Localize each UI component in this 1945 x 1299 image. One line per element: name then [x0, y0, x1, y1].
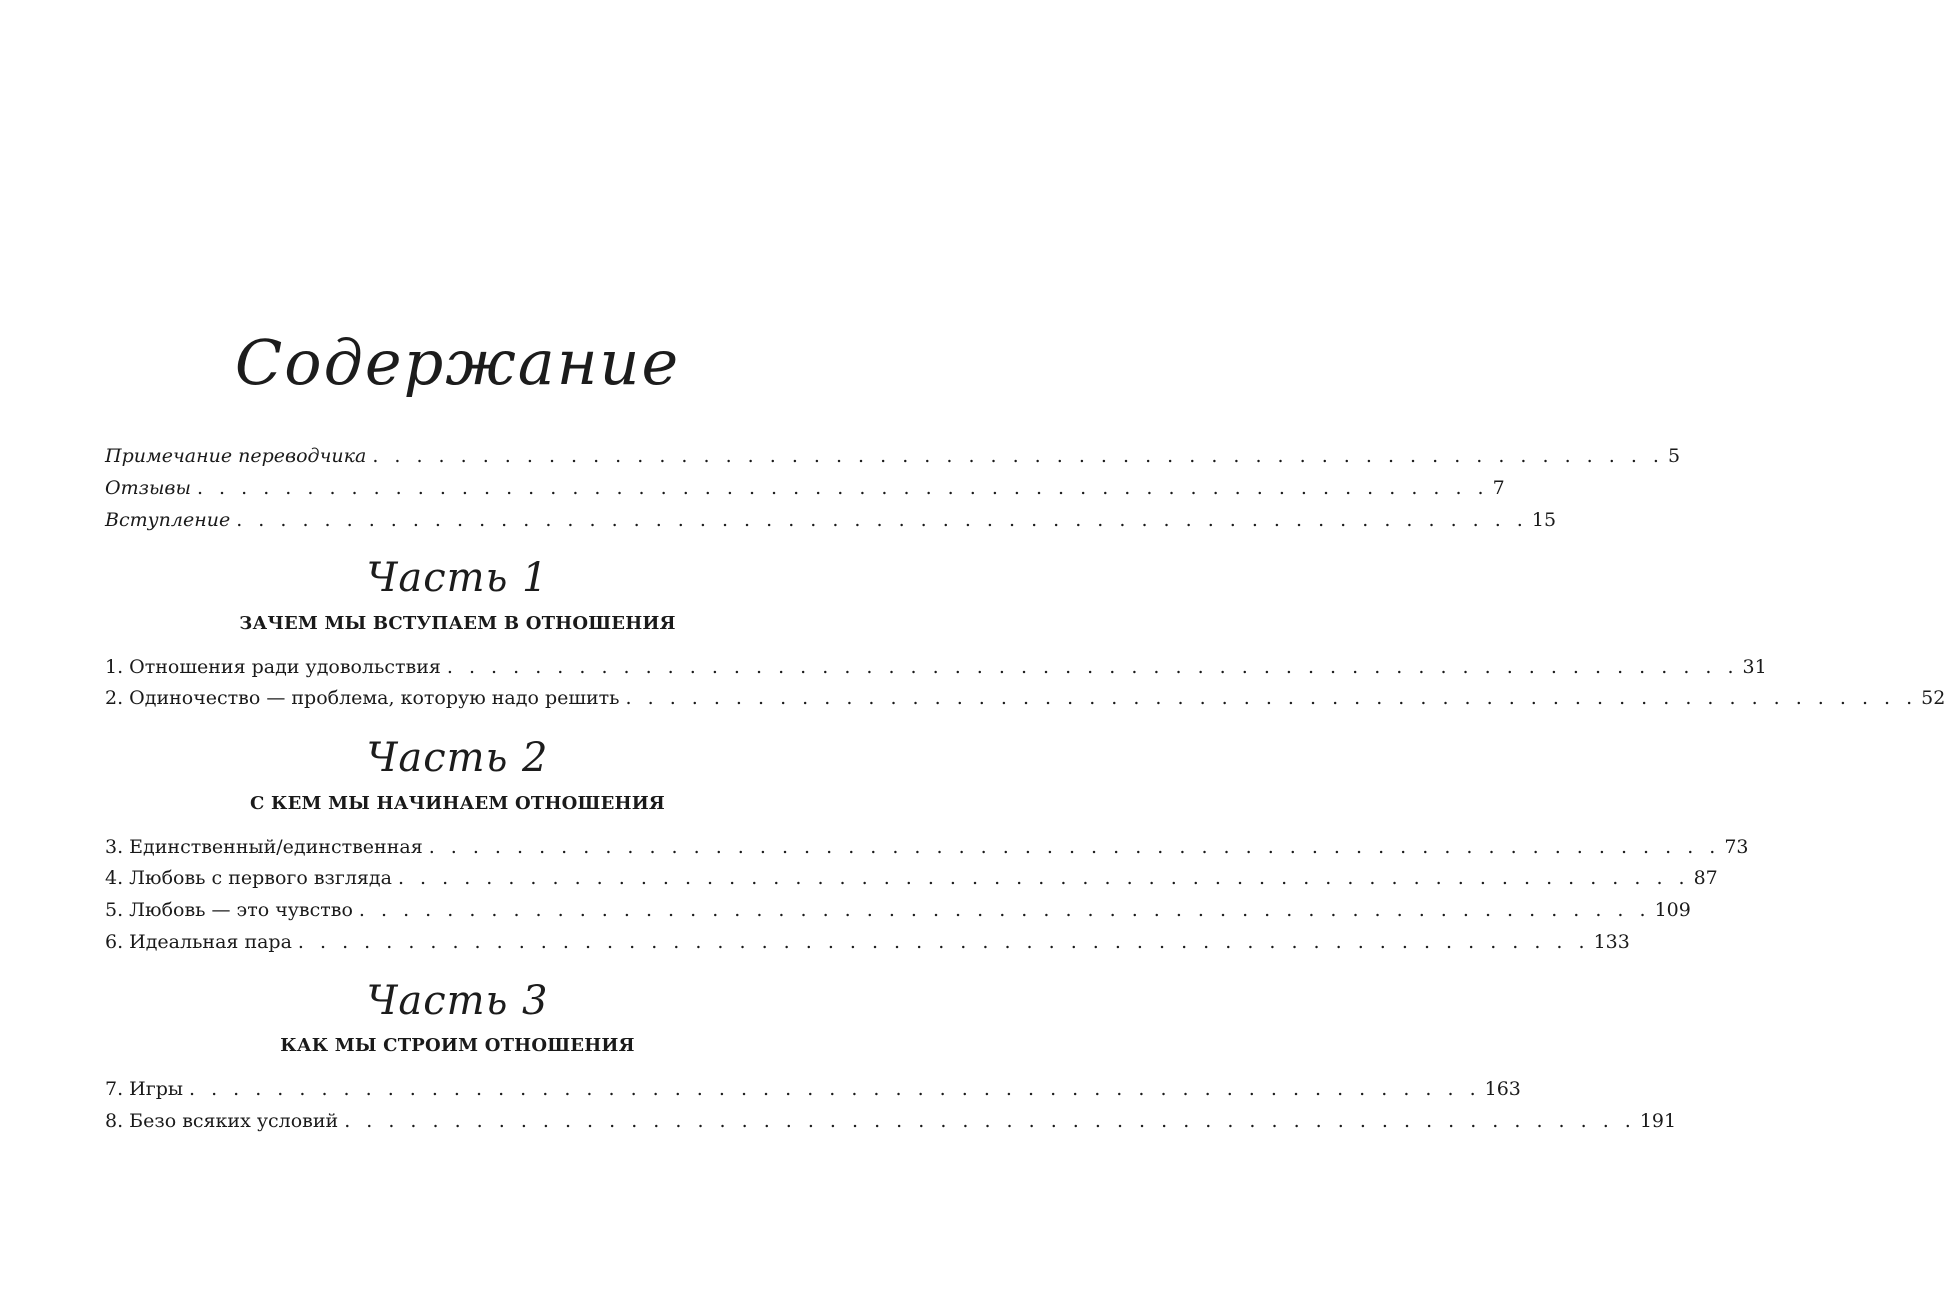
toc-entry-page: 87: [1693, 867, 1718, 889]
part-3-title: Часть 3: [366, 978, 549, 1024]
toc-entry-page: 73: [1724, 836, 1749, 858]
part-1-title: Часть 1: [366, 555, 549, 601]
toc-entry-label: Примечание переводчика: [105, 445, 367, 467]
toc-entry-page: 7: [1492, 477, 1505, 499]
dot-leader: . . . . . . . . . . . . . . . . . . . . . . . . . . . . . . . . . . . . . . . . . . . . . . . . . . . . . . . . . . .: [397, 867, 1690, 889]
toc-entry-chapter-5[interactable]: [105, 895, 1691, 925]
dot-leader: . . . . . . . . . . . . . . . . . . . . . . . . . . . . . . . . . . . . . . . . . . . . . . . . . . . . . . . . . . .: [372, 445, 1664, 467]
toc-entry-introduction[interactable]: [105, 505, 1557, 535]
toc-entry-label: Отзывы: [105, 477, 191, 499]
toc-entry-chapter-3[interactable]: [105, 832, 1749, 862]
toc-entry-chapter-2[interactable]: [105, 683, 1945, 713]
toc-entry-label: 6. Идеальная пара: [105, 931, 292, 953]
toc-entry-page: 191: [1639, 1110, 1677, 1132]
toc-entry-label: 3. Единственный/единственная: [105, 836, 423, 858]
toc-entry-page: 52: [1921, 687, 1945, 709]
toc-entry-label: 1. Отношения ради удовольствия: [105, 656, 441, 678]
toc-entry-label: 7. Игры: [105, 1078, 183, 1100]
toc-entry-page: 31: [1742, 656, 1767, 678]
dot-leader: . . . . . . . . . . . . . . . . . . . . . . . . . . . . . . . . . . . . . . . . . . . . . . . . . . . . . . . . . . .: [625, 687, 1918, 709]
toc-entry-chapter-4[interactable]: [105, 863, 1718, 893]
toc-entry-label: Вступление: [105, 509, 231, 531]
part-1-subtitle: ЗАЧЕМ МЫ ВСТУПАЕМ В ОТНОШЕНИЯ: [239, 613, 676, 634]
part-2-subtitle: С КЕМ МЫ НАЧИНАЕМ ОТНОШЕНИЯ: [250, 793, 665, 814]
dot-leader: . . . . . . . . . . . . . . . . . . . . . . . . . . . . . . . . . . . . . . . . . . . . . . . . . . . . . . . . . . .: [446, 656, 1739, 678]
toc-entry-page: 15: [1531, 509, 1557, 531]
toc-entry-chapter-7[interactable]: [105, 1074, 1521, 1104]
dot-leader: . . . . . . . . . . . . . . . . . . . . . . . . . . . . . . . . . . . . . . . . . . . . . . . . . . . . . . . . . . .: [297, 931, 1590, 953]
toc-entry-translator-note[interactable]: [105, 441, 1681, 471]
toc-entry-label: 2. Одиночество — проблема, которую надо решить: [105, 687, 620, 709]
dot-leader: . . . . . . . . . . . . . . . . . . . . . . . . . . . . . . . . . . . . . . . . . . . . . . . . . . . . . . . . . . .: [428, 836, 1721, 858]
toc-entry-page: 109: [1654, 899, 1691, 921]
toc-entry-chapter-8[interactable]: [105, 1106, 1677, 1136]
toc-entry-page: 163: [1484, 1078, 1521, 1100]
dot-leader: . . . . . . . . . . . . . . . . . . . . . . . . . . . . . . . . . . . . . . . . . . . . . . . . . . . . . . . . . . .: [236, 509, 1528, 531]
part-3-subtitle: КАК МЫ СТРОИМ ОТНОШЕНИЯ: [280, 1035, 635, 1056]
toc-entry-page: 5: [1667, 445, 1681, 467]
page-title: Содержание: [234, 326, 681, 399]
part-2-title: Часть 2: [366, 735, 549, 781]
dot-leader: . . . . . . . . . . . . . . . . . . . . . . . . . . . . . . . . . . . . . . . . . . . . . . . . . . . . . . . . . . .: [196, 477, 1489, 499]
toc-entry-label: 4. Любовь с первого взгляда: [105, 867, 392, 889]
toc-entry-chapter-1[interactable]: [105, 652, 1767, 682]
dot-leader: . . . . . . . . . . . . . . . . . . . . . . . . . . . . . . . . . . . . . . . . . . . . . . . . . . . . . . . . . . .: [358, 899, 1651, 921]
dot-leader: . . . . . . . . . . . . . . . . . . . . . . . . . . . . . . . . . . . . . . . . . . . . . . . . . . . . . . . . . . .: [344, 1110, 1636, 1132]
toc-entry-reviews[interactable]: [105, 473, 1505, 503]
toc-entry-page: 133: [1593, 931, 1630, 953]
toc-entry-label: 5. Любовь — это чувство: [105, 899, 353, 921]
dot-leader: . . . . . . . . . . . . . . . . . . . . . . . . . . . . . . . . . . . . . . . . . . . . . . . . . . . . . . . . . . .: [188, 1078, 1481, 1100]
toc-entry-chapter-6[interactable]: [105, 927, 1630, 957]
toc-entry-label: 8. Безо всяких условий: [105, 1110, 339, 1132]
